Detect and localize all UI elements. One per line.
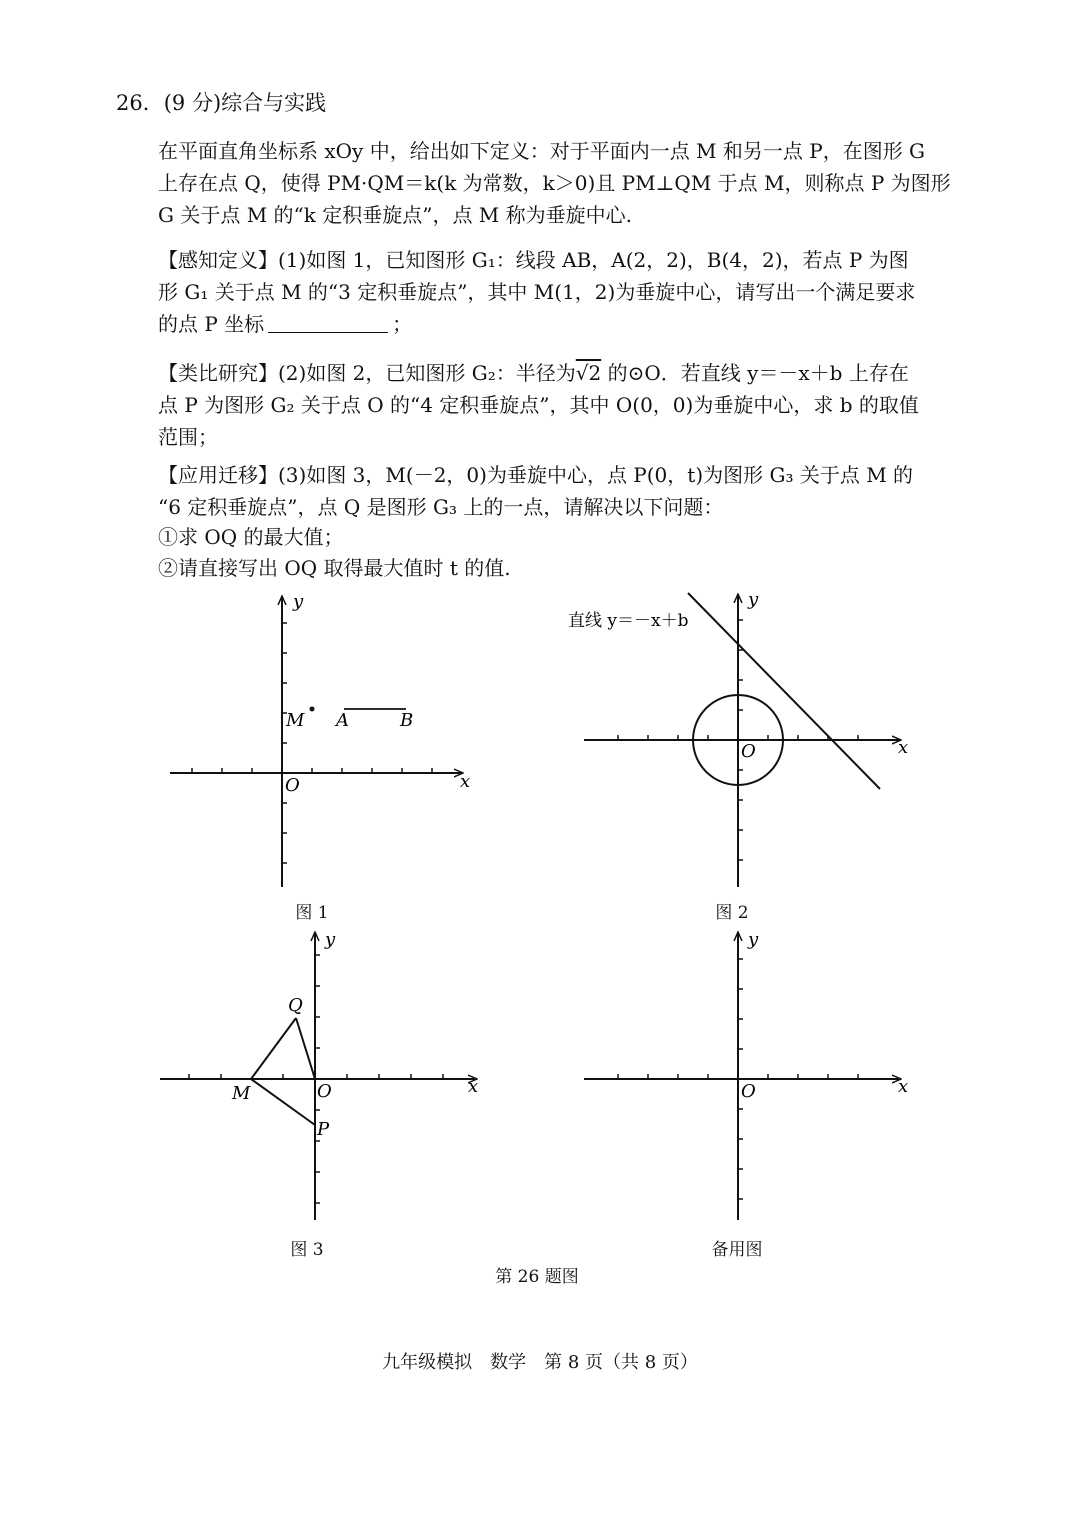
figures-group-caption: 第 26 题图: [495, 1267, 579, 1287]
part2-line-2: 点 P 为图形 G₂ 关于点 O 的“4 定积垂旋点”，其中 O(0，0)为垂旋中心，求 b 的取值: [158, 393, 919, 417]
fig4-y-label: y: [748, 929, 759, 950]
fig4-x-label: x: [898, 1076, 909, 1097]
fig4-origin-label: O: [741, 1081, 756, 1102]
fig1-caption: 图 1: [295, 903, 329, 923]
figure-2: [560, 585, 920, 895]
intro-line-2: 上存在点 Q，使得 PM·QM＝k(k 为常数，k＞0)且 PM⊥QM 于点 M，则称点 P 为图形: [158, 171, 951, 195]
part1-line-3: [158, 309, 412, 339]
part1-line-2: 形 G₁ 关于点 M 的“3 定积垂旋点”，其中 M(1，2)为垂旋中心，请写出一个满足要求: [158, 280, 916, 304]
page-footer: 九年级模拟 数学 第 8 页（共 8 页）: [382, 1352, 698, 1373]
fig2-x-label: x: [898, 737, 909, 758]
fig3-q-label: Q: [288, 995, 303, 1016]
fig3-x-label: x: [468, 1076, 479, 1097]
fig4-caption: 备用图: [711, 1240, 763, 1260]
part3-line-4: ②请直接写出 OQ 取得最大值时 t 的值.: [158, 556, 511, 580]
fig2-caption: 图 2: [715, 903, 749, 923]
part3-line-1: 【应用迁移】(3)如图 3，M(－2，0)为垂旋中心，点 P(0，t)为图形 G₃ 关于点 M 的: [158, 463, 914, 487]
fig3-p-label: P: [317, 1119, 330, 1140]
fig2-line-label: 直线 y＝－x＋b: [568, 611, 689, 631]
fig2-line: [688, 593, 880, 789]
part2-line-1-a: 【类比研究】(2)如图 2，已知图形 G₂：半径为: [158, 361, 576, 385]
fig3-segment-qo: [296, 1018, 315, 1079]
part2-line-1-b: 的⊙O．若直线 y＝－x＋b 上存在: [601, 361, 909, 385]
fig3-m-label: M: [232, 1083, 251, 1104]
intro-line-3: G 关于点 M 的“k 定积垂旋点”，点 M 称为垂旋中心.: [158, 203, 633, 227]
figure-1: [150, 585, 490, 895]
fig3-y-label: y: [325, 929, 336, 950]
fig1-m-label: M: [286, 710, 305, 731]
fig1-b-label: B: [400, 710, 414, 731]
fig2-y-label: y: [748, 589, 759, 610]
fig3-triangle: [251, 1018, 315, 1125]
figure-spare: [560, 925, 920, 1225]
part3-line-2: “6 定积垂旋点”，点 Q 是图形 G₃ 上的一点，请解决以下问题：: [158, 495, 724, 519]
fig1-a-label: A: [336, 710, 349, 731]
part3-line-3: ①求 OQ 的最大值；: [158, 525, 344, 549]
part1-line-1: 【感知定义】(1)如图 1，已知图形 G₁：线段 AB，A(2，2)，B(4，2)，若点 P 为图: [158, 248, 909, 272]
figure-3: [150, 925, 490, 1225]
fig1-y-label: y: [293, 591, 304, 612]
part1-line-3-end: ；: [392, 312, 413, 336]
part1-line-3-text: 的点 P 坐标: [158, 312, 265, 336]
part2-line-3: 范围；: [158, 425, 218, 449]
answer-blank[interactable]: [268, 314, 388, 333]
part2-line-1: [158, 358, 909, 388]
fig1-point-m: [310, 707, 315, 712]
sqrt-two: √2: [575, 361, 602, 385]
fig1-origin-label: O: [285, 775, 300, 796]
fig2-origin-label: O: [741, 741, 756, 762]
fig1-x-label: x: [460, 771, 471, 792]
fig3-origin-label: O: [317, 1081, 332, 1102]
fig3-caption: 图 3: [290, 1240, 324, 1260]
intro-line-1: 在平面直角坐标系 xOy 中，给出如下定义：对于平面内一点 M 和另一点 P，在图形 G: [158, 139, 926, 163]
question-title: 26．(9 分)综合与实践: [116, 91, 327, 115]
fig1-ticks: [192, 623, 432, 863]
